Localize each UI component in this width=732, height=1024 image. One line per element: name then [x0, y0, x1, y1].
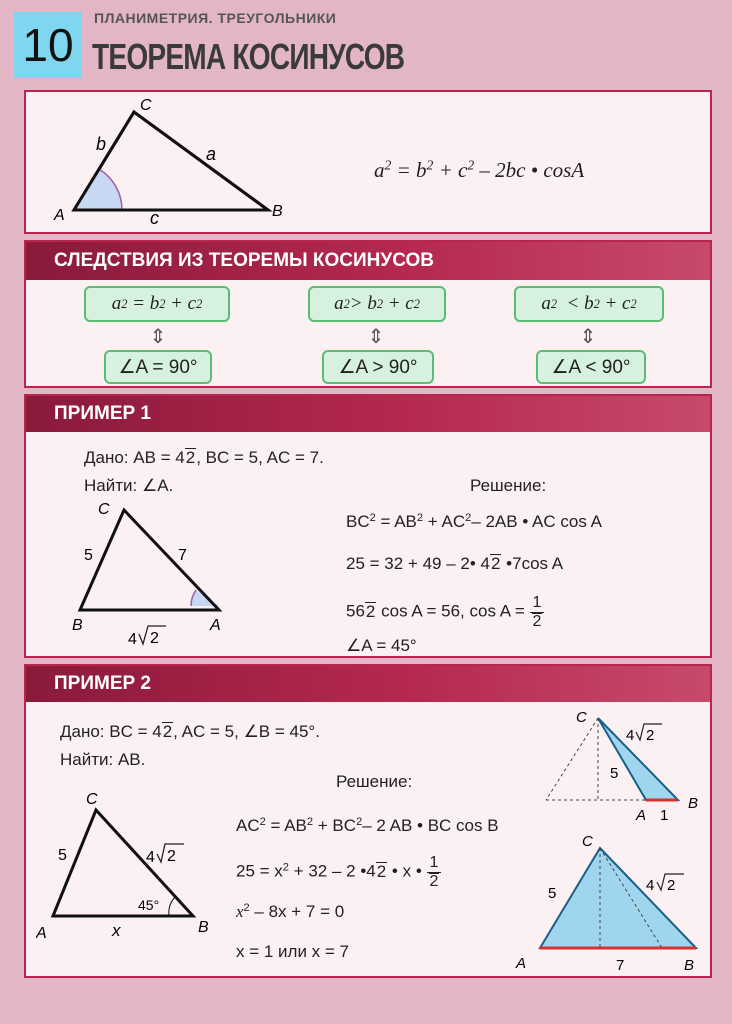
side-bc-label: 5: [84, 547, 93, 564]
big-side-right: 4: [646, 877, 655, 894]
corollary-1-angle: ∠A = 90°: [104, 350, 212, 384]
side-a-label: a: [206, 144, 217, 164]
small-vertex-b: B: [688, 795, 699, 812]
corollaries-panel: [24, 240, 712, 388]
small-ab-label: 1: [660, 807, 669, 824]
example-1-line-3: 562 cos A = 56, cos A = $\frac{1}{2}$: [346, 594, 544, 630]
side-ac-label: 7: [178, 547, 187, 564]
vertex-c-label: C: [140, 97, 152, 114]
example-1-line-2: 25 = 32 + 49 – 2• 42 •7cos A: [346, 554, 564, 573]
big-base-label: 7: [616, 957, 625, 974]
example-2-header: ПРИМЕР 2: [26, 666, 710, 702]
side-bc-root: 2: [167, 848, 176, 865]
section-subtitle: ПЛАНИМЕТРИЯ. ТРЕУГОЛЬНИКИ: [94, 10, 337, 26]
small-vertex-c: C: [576, 709, 587, 726]
corollary-3-relation: a 2 < b 2 + c 2: [514, 286, 664, 322]
example-2-given: Дано: BC = 42, AC = 5, ∠B = 45°.: [60, 722, 320, 741]
big-side-root: 2: [667, 877, 676, 894]
vertex-b-label: B: [72, 617, 83, 634]
vertex-b-label: B: [272, 203, 283, 220]
side-bc-label: 4: [146, 849, 155, 866]
page-title: ТЕОРЕМА КОСИНУСОВ: [92, 36, 405, 77]
corollary-2-relation: a 2 > b 2 + c 2: [308, 286, 446, 322]
big-vertex-c: C: [582, 833, 593, 850]
fraction-1-over-root-2: $\frac{1}{2}$: [427, 854, 442, 890]
vertex-a-label: A: [210, 617, 221, 634]
example-2-panel: [24, 664, 712, 978]
small-height-label: 5: [610, 765, 619, 782]
example-2-solution-label: Решение:: [336, 772, 413, 791]
vertex-a-label: A: [36, 925, 47, 942]
example-2-line-1: $AC^2 = AB^2 + BC^2-$ 2 AB • BC cos B: [236, 815, 499, 835]
example-1-line-1: $BC^2 = AB^2 + AC^2-$ 2AB • AC cos A: [346, 511, 602, 531]
corollary-2-angle: ∠A > 90°: [322, 350, 434, 384]
small-side-root: 2: [646, 727, 655, 744]
vertex-b-label: B: [198, 919, 209, 936]
equivalence-arrow-icon: ⇕: [149, 326, 167, 348]
example-2-line-2: $25 = x^2 + 32 - 2$ •42 • x • $\frac{1}{2}$: [236, 854, 441, 890]
example-1-find: Найти: ∠A.: [84, 476, 174, 495]
example-1-triangle: [66, 500, 266, 656]
vertex-c-label: C: [86, 791, 98, 808]
theorem-panel: [24, 90, 712, 234]
cosine-theorem-formula: $a^2 = b^2 + c^2 - 2bc$ • cosA: [374, 157, 585, 182]
example-1-line-4: ∠A = 45°: [346, 636, 417, 655]
example-1-solution-label: Решение:: [470, 476, 547, 495]
side-c-label: c: [150, 208, 159, 228]
example-2-triangle: [36, 786, 236, 946]
example-1-header: ПРИМЕР 1: [26, 396, 710, 432]
side-ab-root: 2: [150, 630, 159, 647]
example-2-find: Найти: AB.: [60, 750, 146, 769]
example-1-given: Дано: AB = 42, BC = 5, AC = 7.: [84, 448, 324, 467]
equivalence-arrow-icon: ⇕: [367, 326, 385, 348]
example-2-small-diagram: [526, 704, 710, 834]
angle-b-label: 45°: [138, 897, 160, 913]
example-2-big-diagram: [512, 828, 708, 976]
small-vertex-a: A: [636, 807, 647, 824]
side-b-label: b: [96, 134, 107, 154]
corollary-1-relation: a 2 = b 2 + c 2: [84, 286, 230, 322]
small-side-label: 4: [626, 727, 635, 744]
side-ab-label: x: [112, 921, 121, 940]
theorem-triangle: [26, 92, 306, 232]
big-vertex-a: A: [516, 955, 527, 972]
big-vertex-b: B: [684, 957, 695, 974]
fraction-1-over-root-2: $\frac{1}{2}$: [530, 594, 545, 630]
equivalence-arrow-icon: ⇕: [579, 326, 597, 348]
big-side-left: 5: [548, 885, 557, 902]
side-ab-label: 4: [128, 631, 137, 648]
example-2-line-3: $x^2 - 8x + 7 = 0$: [236, 901, 345, 921]
example-2-line-4: x = 1 или x = 7: [236, 942, 350, 961]
corollaries-header: СЛЕДСТВИЯ ИЗ ТЕОРЕМЫ КОСИНУСОВ: [26, 242, 710, 280]
side-ac-label: 5: [58, 847, 67, 864]
vertex-c-label: C: [98, 501, 110, 518]
vertex-a-label: A: [54, 207, 65, 224]
corollary-3-angle: ∠A < 90°: [536, 350, 646, 384]
example-1-panel: [24, 394, 712, 658]
chapter-number: 10: [14, 12, 82, 78]
